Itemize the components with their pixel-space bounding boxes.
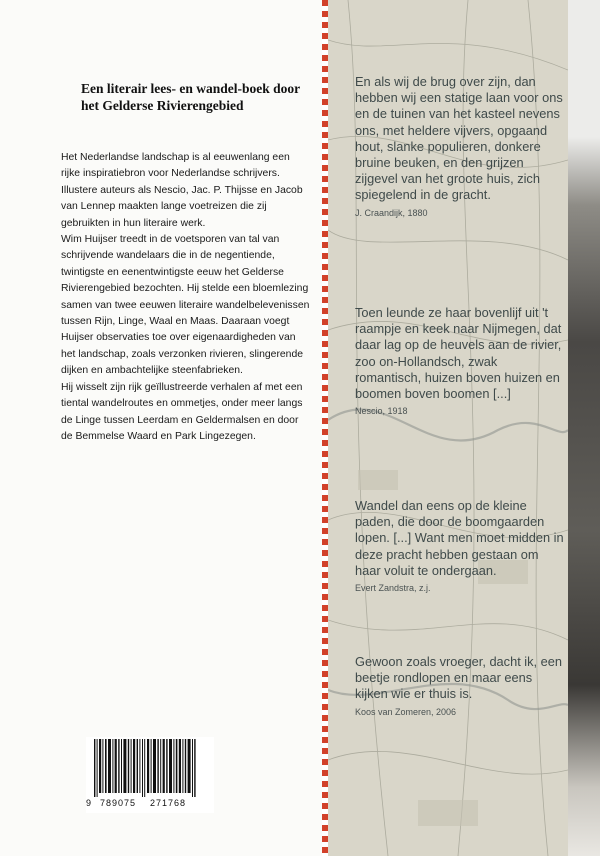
barcode-digit-first: 9 [86,798,92,808]
quote-attribution: Koos van Zomeren, 2006 [355,706,457,717]
back-cover-heading: Een literair lees- en wandel-boek door het Gelderse Rivierengebied [81,81,300,113]
photo-strip [568,0,600,856]
quote-text: Gewoon zoals vroeger, dacht ik, een beetje rondlopen en maar eens kijken wie er thuis is. [355,654,563,702]
quote-text: Toen leunde ze haar bovenlijf uit 't raampje en keek naar Nijmegen, dat daar lag op de heuvels aan de rivier, zoo on-Hollandsch, zwak romantisch, huizen boven huizen en boomen boven boomen [...] [355,305,562,402]
quote-attribution: J. Craandijk, 1880 [355,207,428,218]
barcode-digits-left: 789075 [100,798,137,808]
barcode-bars [86,737,214,797]
quote-text: Wandel dan eens op de kleine paden, die door de boomgaarden lopen. [...] Want men moet midden in deze pracht hebben gestaan om haar voluit te ondergaan. [355,498,564,578]
isbn-barcode [86,737,214,813]
quote-text: En als wij de brug over zijn, dan hebben wij een statige laan voor ons en de tuinen van het kasteel nevens ons, met heldere vijvers, opgaand hout, slanke populieren, donkere bruine beuken, en den grijzen zijgevel van het groote huis, zich spiegelend in de gracht. [355,74,563,203]
quote-craandijk [355,74,565,219]
blurb-paragraph: Het Nederlandse landschap is al eeuwenlang een rijke inspiratiebron voor Nederlandse schrijvers. Illustere auteurs als Nescio, Jac. P. Thijsse en Jacob van Lennep maakten lange voetreizen die zij gebruikten in hun literaire werk. [61,152,303,229]
quote-attribution: Nescio, 1918 [355,406,408,417]
quote-zandstra [355,498,565,594]
quote-nescio [355,305,565,417]
blurb-paragraph: Wim Huijser treedt in de voetsporen van tal van schrijvende wandelaars die in de negentiende, twintigste en eenentwintigste eeuw het Gelderse Rivierengebied bezochten. Hij stelde een bloemlezing samen van twee eeuwen literaire wandelbelevenissen tussen Rijn, Linge, Waal en Maas. Daaraan voegt Huijser observaties toe over eigenaardigheden van het landschap, zoals verzonken rivieren, slingerende dijken en ambachtelijke steenfabrieken. [61,234,310,377]
blurb [61,150,311,445]
barcode-digits-right: 271768 [150,798,187,808]
blurb-paragraph: Hij wisselt zijn rijk geïllustreerde verhalen af met een tiental wandelroutes en ommetjes, onder meer langs de Linge tussen Leerdam en Geldermalsen en door de Bemmelse Waard en Park Lingezegen. [61,381,303,442]
quote-van-zomeren [355,654,565,718]
quote-attribution: Evert Zandstra, z.j. [355,583,431,594]
